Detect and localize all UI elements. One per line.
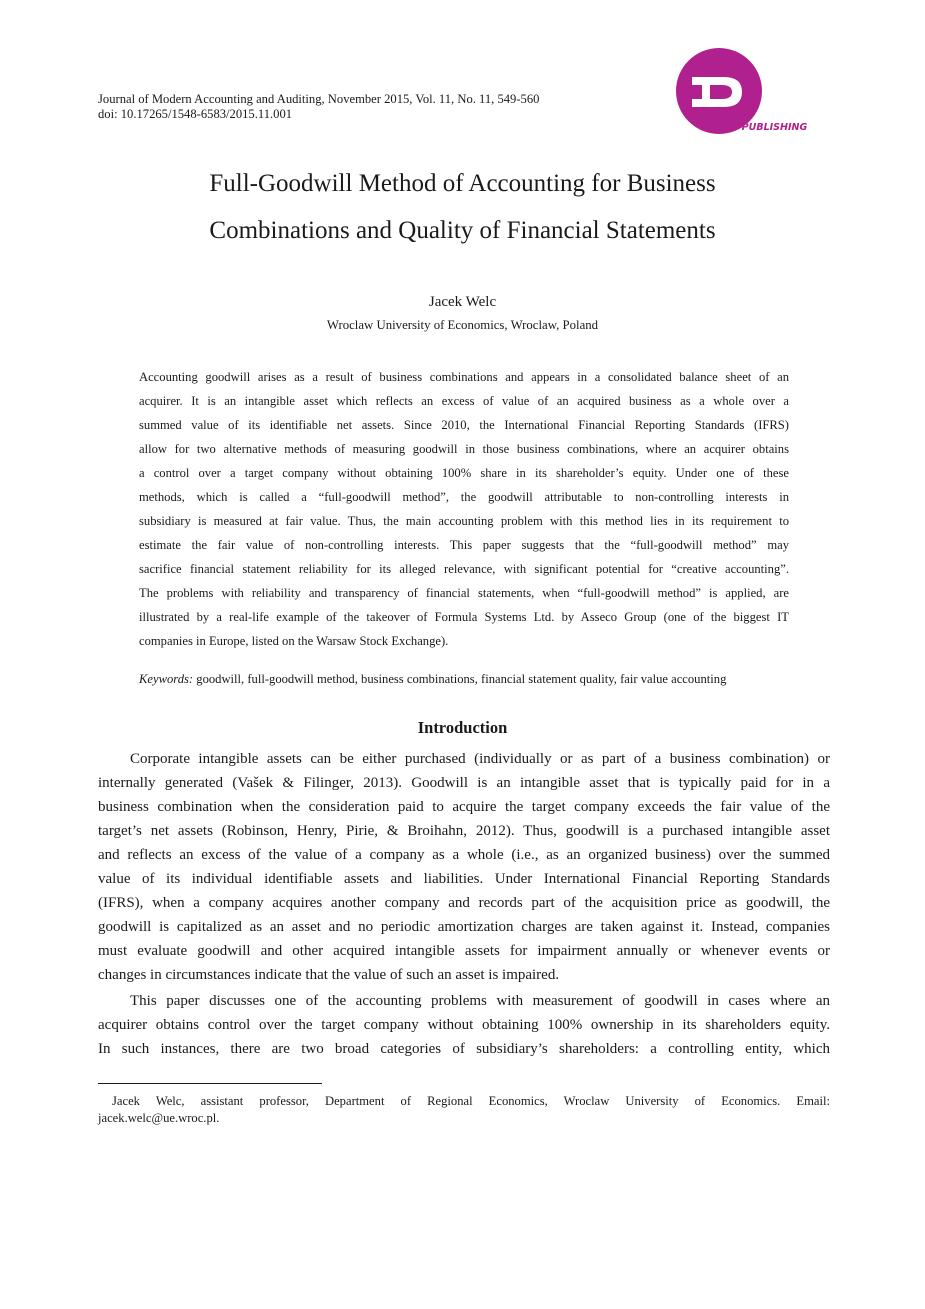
body-line: must evaluate goodwill and other acquired intangible assets for impairment annually or whenever events or	[98, 943, 830, 959]
keywords	[139, 670, 839, 688]
abstract-line: companies in Europe, listed on the Warsaw Stock Exchange).	[139, 634, 449, 648]
abstract-line: subsidiary is measured at fair value. Thus, the main accounting problem with this method lies in its requirement to	[139, 514, 789, 528]
section-heading-introduction: Introduction	[417, 718, 508, 737]
body-line: changes in circumstances indicate that the value of such an asset is impaired.	[98, 967, 560, 983]
footnote-line: Jacek Welc, assistant professor, Department of Regional Economics, Wroclaw University of Economics. Email:	[112, 1094, 830, 1108]
body-line: acquirer obtains control over the target company without obtaining 100% ownership in its shareholders equity.	[98, 1017, 830, 1033]
abstract-line: methods, which is called a “full-goodwill method”, the goodwill attributable to non-controlling interests in	[139, 490, 789, 504]
footnote-rule	[98, 1083, 322, 1084]
footnote-line: jacek.welc@ue.wroc.pl.	[98, 1111, 220, 1125]
body-line: (IFRS), when a company acquires another company and records part of the acquisition price as goodwill, the	[98, 895, 830, 911]
body-line: In such instances, there are two broad categories of subsidiary’s shareholders: a controlling entity, which	[98, 1041, 830, 1057]
abstract-line: Accounting goodwill arises as a result of business combinations and appears in a consolidated balance sheet of an	[139, 370, 789, 384]
body-line: Corporate intangible assets can be either purchased (individually or as part of a business combination) or	[130, 751, 830, 767]
paper-title-line-1: Full-Goodwill Method of Accounting for Business	[209, 170, 716, 197]
abstract-line: acquirer. It is an intangible asset which reflects an excess of value of an acquired business as a whole over a	[139, 394, 789, 408]
logo-text: DAVID PUBLISHING	[705, 122, 808, 133]
journal-citation: Journal of Modern Accounting and Auditing, November 2015, Vol. 11, No. 11, 549-560	[98, 92, 540, 106]
keywords-list: goodwill, full-goodwill method, business combinations, financial statement quality, fair value accounting	[196, 672, 727, 686]
author-name: Jacek Welc	[428, 294, 497, 310]
abstract-line: a control over a target company without obtaining 100% share in its shareholder’s equity. Under one of these	[139, 466, 789, 480]
body-line: and reflects an excess of the value of a company as a whole (i.e., as an organized business) over the summed	[98, 847, 830, 863]
body-line: business combination when the consideration paid to acquire the target company exceeds the fair value of the	[98, 799, 830, 815]
abstract-line: estimate the fair value of non-controlling interests. This paper suggests that the “full-goodwill method” may	[139, 538, 789, 552]
abstract-line: The problems with reliability and transparency of financial statements, when “full-goodwill method” is applied, are	[139, 586, 789, 600]
keywords-label: Keywords:	[139, 672, 194, 686]
publisher-logo	[672, 47, 834, 139]
journal-doi: doi: 10.17265/1548-6583/2015.11.001	[98, 107, 293, 121]
body-line: target’s net assets (Robinson, Henry, Pirie, & Broihahn, 2012). Thus, goodwill is a purchased intangible asset	[98, 823, 830, 839]
body-line: goodwill is capitalized as an asset and no periodic amortization charges are taken against it. Instead, companies	[98, 919, 830, 935]
body-line: value of its individual identifiable assets and liabilities. Under International Financial Reporting Standards	[98, 871, 830, 887]
abstract-line: illustrated by a real-life example of the takeover of Formula Systems Ltd. by Asseco Group (one of the biggest IT	[139, 610, 789, 624]
abstract-line: sacrifice financial statement reliability for its alleged relevance, with significant potential for “creative accounting”.	[139, 562, 789, 576]
abstract-line: summed value of its identifiable net assets. Since 2010, the International Financial Reporting Standards (IFRS)	[139, 418, 789, 432]
body-line: This paper discusses one of the accounting problems with measurement of goodwill in cases where an	[130, 993, 830, 1009]
author-affiliation: Wroclaw University of Economics, Wroclaw, Poland	[326, 318, 599, 332]
paper-title-line-2: Combinations and Quality of Financial Statements	[209, 217, 716, 244]
body-line: internally generated (Vašek & Filinger, 2013). Goodwill is an intangible asset that is typically paid for in a	[98, 775, 830, 791]
abstract-line: allow for two alternative methods of measuring goodwill in those business combinations, where an acquirer obtains	[139, 442, 789, 456]
